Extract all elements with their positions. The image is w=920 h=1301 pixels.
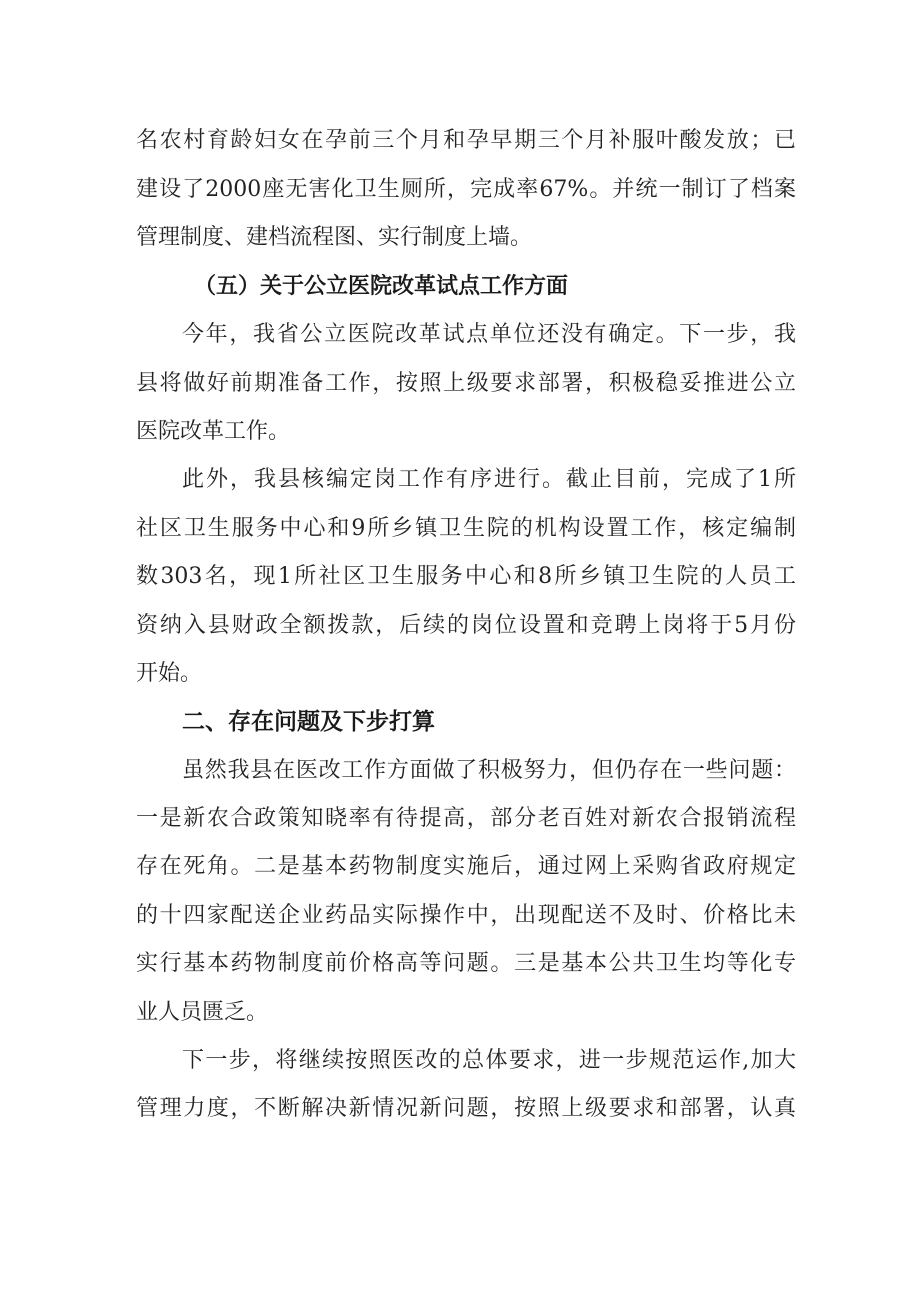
section-heading: 二、存在问题及下步打算 (182, 709, 435, 735)
body-text-line: 一是新农合政策知晓率有待提高，部分老百姓对新农合报销流程 (136, 806, 796, 831)
body-text-line: 名农村育龄妇女在孕前三个月和孕早期三个月补服叶酸发放；已 (136, 128, 796, 153)
body-text-line: 开始。 (136, 661, 203, 686)
body-text-line: 管理力度，不断解决新情况新问题，按照上级要求和部署，认真 (136, 1096, 796, 1121)
body-text-line: 数303名，现1所社区卫生服务中心和8所乡镇卫生院的人员工 (136, 564, 796, 589)
section-subheading: （五）关于公立医院改革试点工作方面 (194, 274, 569, 299)
paragraph-first-line: 今年，我省公立医院改革试点单位还没有确定。下一步，我 (182, 322, 796, 347)
body-text-line: 社区卫生服务中心和9所乡镇卫生院的机构设置工作，核定编制 (136, 516, 796, 541)
body-text-line: 建设了2000座无害化卫生厕所，完成率67%。并统一制订了档案 (136, 177, 796, 202)
paragraph-first-line: 下一步，将继续按照医改的总体要求，进一步规范运作,加大 (182, 1048, 796, 1073)
body-text-line: 业人员匮乏。 (136, 1000, 269, 1025)
paragraph-first-line: 虽然我县在医改工作方面做了积极努力，但仍存在一些问题： (182, 758, 796, 783)
body-text-line: 的十四家配送企业药品实际操作中，出现配送不及时、价格比未 (136, 903, 796, 928)
body-text-line: 实行基本药物制度前价格高等问题。三是基本公共卫生均等化专 (136, 951, 796, 976)
body-text-line: 存在死角。二是基本药物制度实施后，通过网上采购省政府规定 (136, 854, 796, 879)
body-text-line: 管理制度、建档流程图、实行制度上墙。 (136, 225, 533, 250)
paragraph-first-line: 此外，我县核编定岗工作有序进行。截止目前，完成了1所 (182, 467, 796, 492)
body-text-line: 医院改革工作。 (136, 419, 291, 444)
body-text-line: 资纳入县财政全额拨款，后续的岗位设置和竞聘上岗将于5月份 (136, 613, 796, 638)
body-text-line: 县将做好前期准备工作，按照上级要求部署，积极稳妥推进公立 (136, 371, 796, 396)
